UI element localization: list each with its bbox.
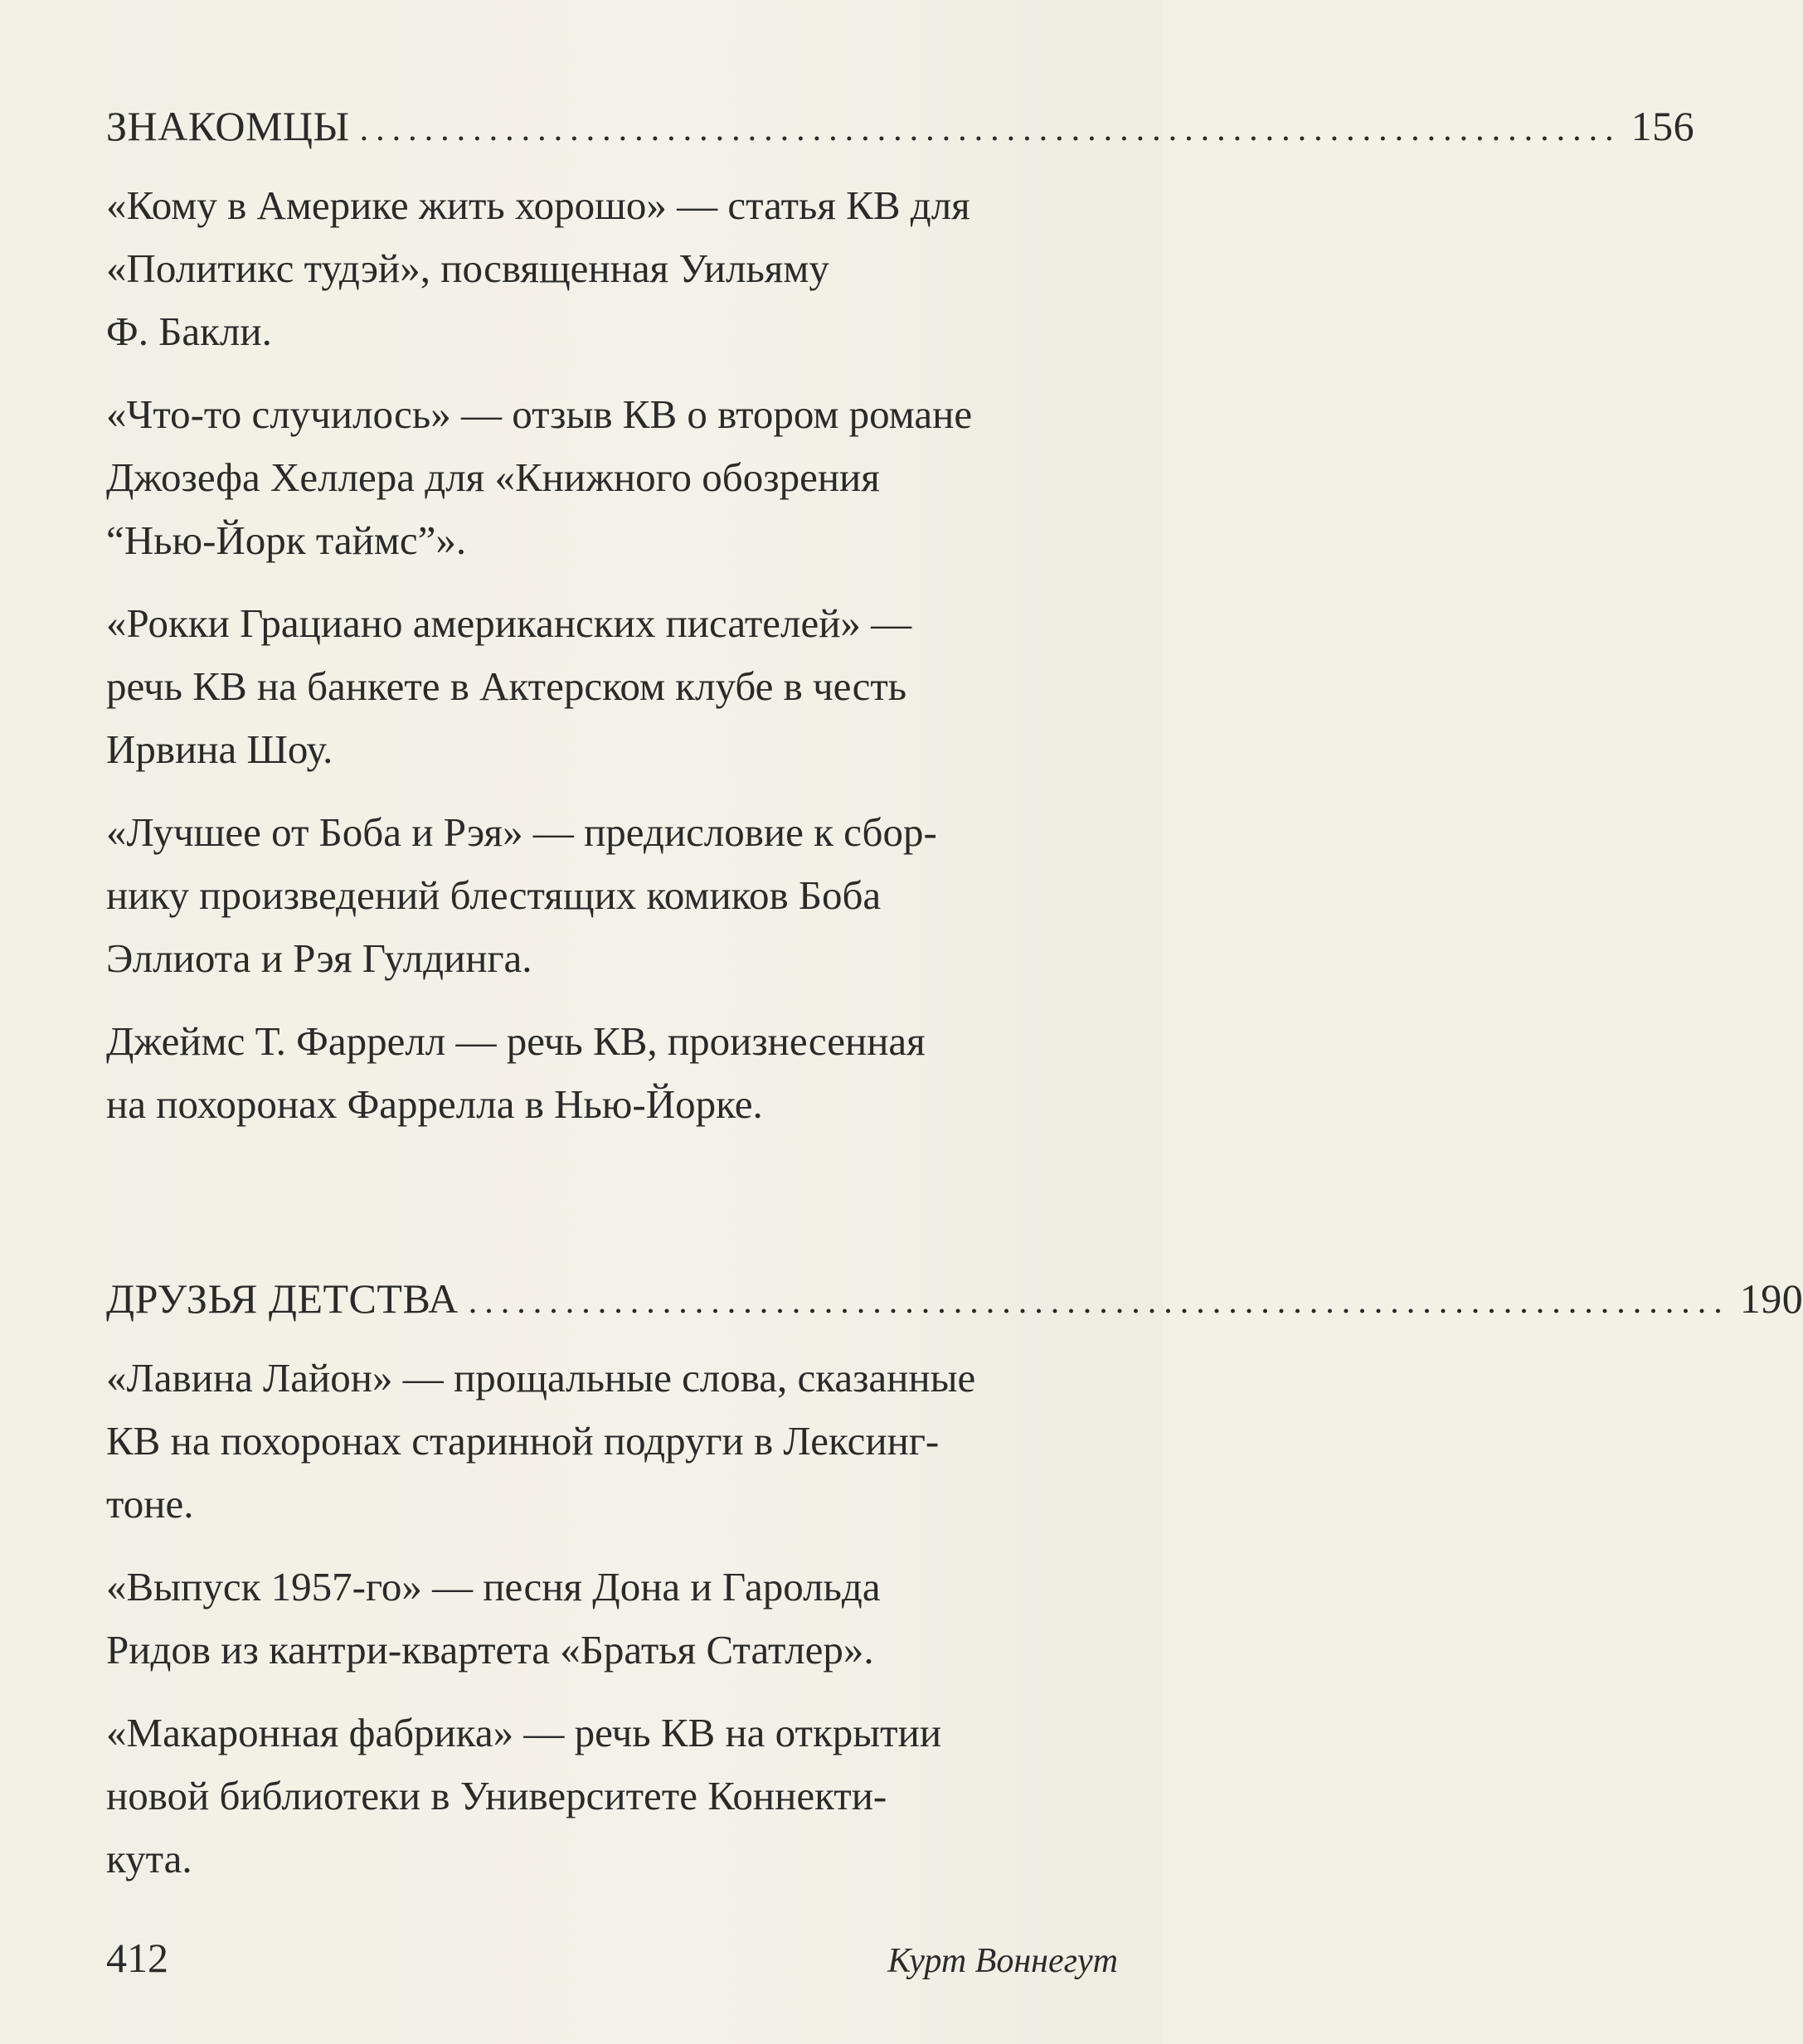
entry-line: Джеймс Т. Фаррелл — речь КВ, произнесенная <box>106 1018 926 1064</box>
entry-line: речь КВ на банкете в Актерском клубе в честь <box>106 663 907 709</box>
toc-section-acquaintances <box>106 96 1695 1156</box>
section-title: ДРУЗЬЯ ДЕТСТВА <box>106 1275 459 1322</box>
entry-line: «Политикс тудэй», посвященная Уильяму <box>106 245 829 291</box>
toc-entry <box>106 1556 1118 1682</box>
toc-entry <box>106 592 1118 781</box>
entry-line: «Кому в Америке жить хорошо» — статья КВ для <box>106 182 970 228</box>
entry-line: «Лавина Лайон» — прощальные слова, сказанные <box>106 1355 976 1401</box>
entry-line: тоне. <box>106 1481 194 1527</box>
section-page-number: 156 <box>1630 103 1695 149</box>
entry-line: «Рокки Грациано американских писателей» — <box>106 600 912 646</box>
page-number: 412 <box>106 1935 168 1981</box>
dot-leader: .............................................................................. <box>359 110 1621 148</box>
toc-entry <box>106 1347 1118 1536</box>
entry-line: КВ на похоронах старинной подруги в Лексинг- <box>106 1418 940 1464</box>
entry-line: Ридов из кантри-квартета «Братья Статлер». <box>106 1627 874 1673</box>
dot-leader: .............................................................................. <box>468 1283 1730 1321</box>
entry-line: нику произведений блестящих комиков Боба <box>106 872 882 918</box>
section-title: ЗНАКОМЦЫ <box>106 103 350 149</box>
toc-entry <box>106 801 1118 990</box>
toc-entry <box>106 1010 1118 1136</box>
section-page-number: 190 <box>1739 1275 1803 1322</box>
toc-section-childhood-friends <box>106 1269 1803 1910</box>
entry-line: Джозефа Хеллера для «Книжного обозрения <box>106 454 880 500</box>
entry-line: Ирвина Шоу. <box>106 726 333 772</box>
page-footer <box>106 1928 1118 1988</box>
running-author: Курт Воннегут <box>887 1942 1118 1980</box>
section-heading <box>106 1269 1803 1328</box>
toc-entry <box>106 174 1118 363</box>
toc-entry <box>106 383 1118 572</box>
toc-entry <box>106 1702 1118 1891</box>
entry-line: «Выпуск 1957-го» — песня Дона и Гарольда <box>106 1564 881 1609</box>
entry-line: «Что-то случилось» — отзыв КВ о втором романе <box>106 391 973 437</box>
entry-line: «Макаронная фабрика» — речь КВ на открытии <box>106 1710 942 1755</box>
entry-line: «Лучшее от Боба и Рэя» — предисловие к сбор- <box>106 809 937 855</box>
entry-line: новой библиотеки в Университете Коннекти- <box>106 1773 887 1818</box>
entry-line: кута. <box>106 1836 192 1881</box>
entry-line: Эллиота и Рэя Гулдинга. <box>106 935 532 981</box>
entry-line: Ф. Бакли. <box>106 308 272 354</box>
entry-line: на похоронах Фаррелла в Нью-Йорке. <box>106 1081 763 1127</box>
entry-line: “Нью-Йорк таймс”». <box>106 517 467 563</box>
section-heading <box>106 96 1695 156</box>
